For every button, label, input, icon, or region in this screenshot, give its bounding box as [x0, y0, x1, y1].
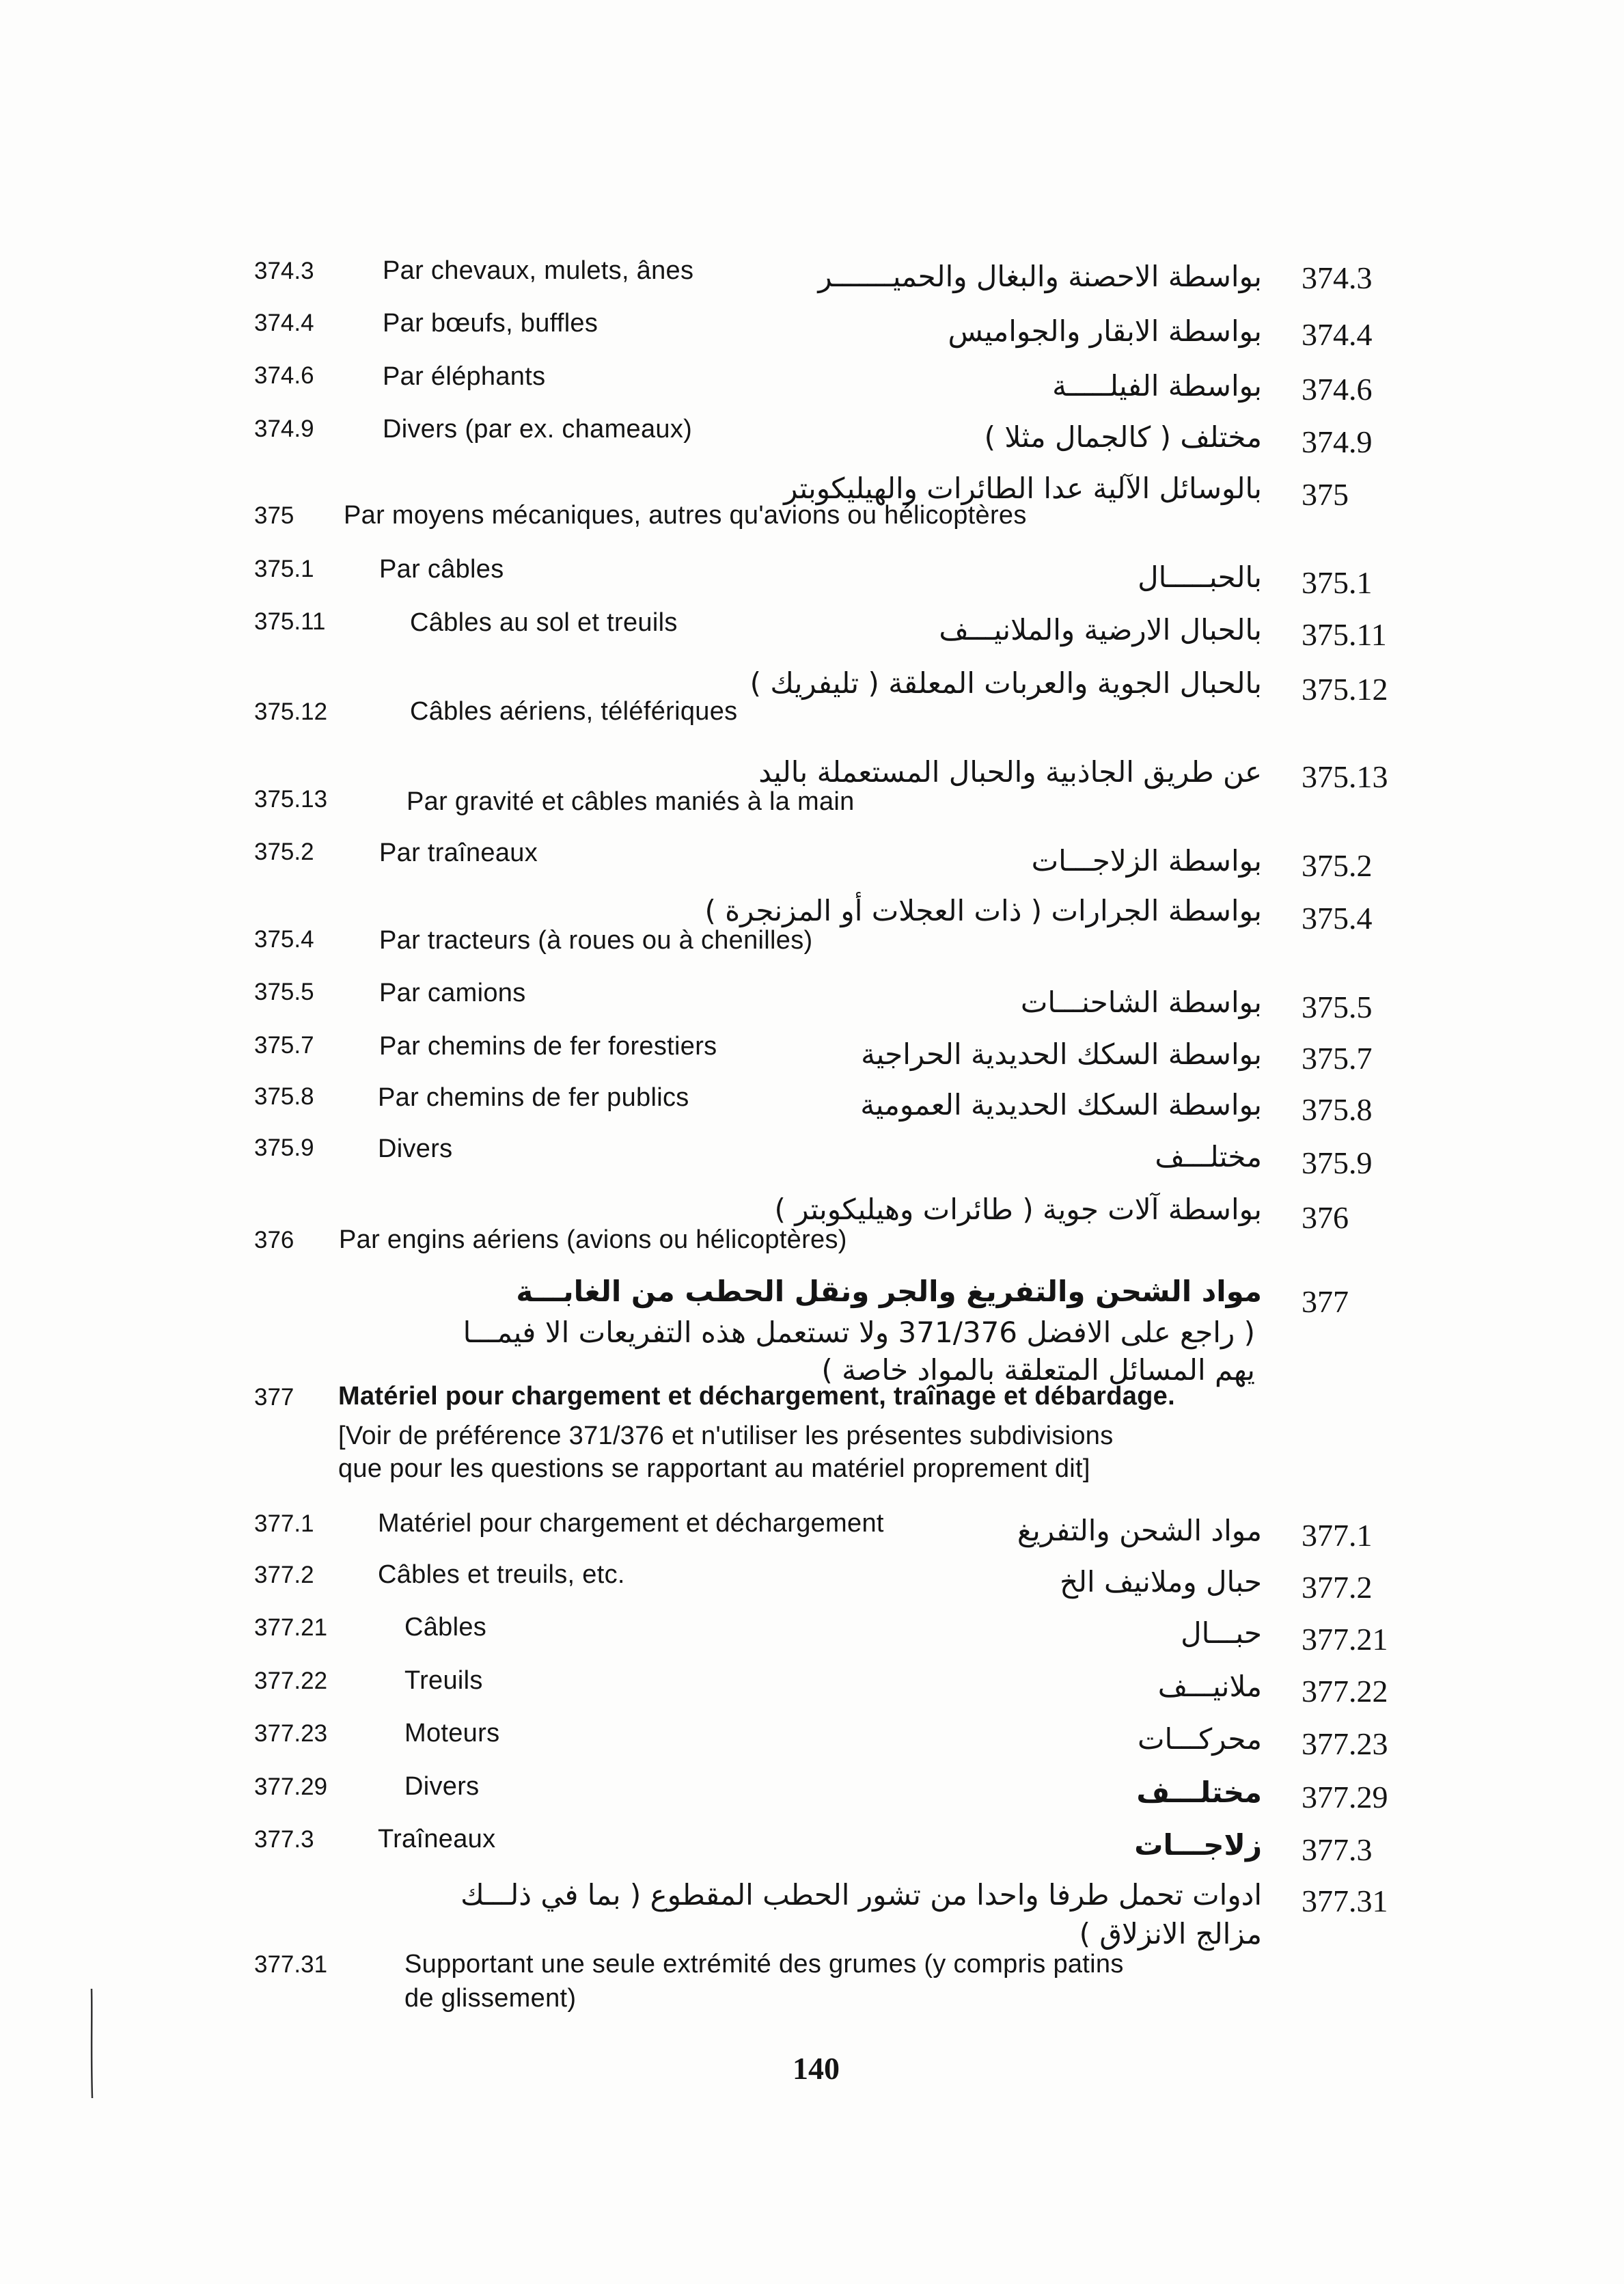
entry-number-fr: 377.2: [254, 1562, 314, 1588]
entry-label-fr: Treuils: [404, 1666, 483, 1695]
entry-number-ar: 377.31: [1302, 1884, 1388, 1918]
entry-number-ar: 376: [1302, 1200, 1349, 1235]
entry-number-ar: 375.9: [1302, 1145, 1373, 1180]
entry-number-ar: 377.1: [1302, 1518, 1373, 1553]
entry-number-ar: 377: [1302, 1284, 1349, 1319]
entry-label-fr: Moteurs: [404, 1719, 500, 1748]
entry-number-fr: 377.23: [254, 1720, 328, 1747]
entry-label-ar: ادوات تحمل طرفا واحدا من تشور الحطب المقطوع ( بما في ذلـــك: [460, 1878, 1262, 1912]
entry-label-ar: بواسطة السكك الحديدية الحراجية: [861, 1037, 1262, 1071]
entry-label-ar: بواسطة الابقار والجواميس: [948, 314, 1262, 348]
entry-label-fr: Matériel pour chargement et déchargement, traînage et débardage.: [338, 1382, 1175, 1411]
entry-number-ar: 375.2: [1302, 848, 1373, 883]
entry-label-fr: Matériel pour chargement et déchargement: [378, 1509, 884, 1538]
entry-number-fr: 377.1: [254, 1510, 314, 1537]
entry-number-fr: 375.1: [254, 556, 314, 582]
entry-number-fr: 375.11: [254, 608, 326, 635]
entry-number-ar: 377.2: [1302, 1570, 1373, 1605]
entry-label-ar: مواد الشحن والتفريغ: [1017, 1514, 1262, 1547]
entry-number-fr: 374.4: [254, 310, 314, 336]
entry-label-ar: حبـــال: [1181, 1616, 1262, 1650]
entry-number-ar: 375.8: [1302, 1092, 1373, 1127]
entry-number-fr: 375.2: [254, 839, 314, 865]
entry-number-fr: 376: [254, 1227, 294, 1253]
entry-note-fr-line2: que pour les questions se rapportant au matériel proprement dit]: [338, 1454, 1090, 1483]
entry-label-ar: حبال وملانيف الخ: [1060, 1565, 1262, 1599]
entry-label-ar: زلاجـــات: [1134, 1828, 1262, 1862]
entry-number-ar: 377.21: [1302, 1622, 1388, 1657]
entry-label-ar: بواسطة آلات جوية ( طائرات وهيليكوبتر ): [774, 1193, 1262, 1226]
entry-number-ar: 374.4: [1302, 317, 1373, 352]
entry-number-ar: 375.12: [1302, 672, 1388, 707]
entry-label-ar: بواسطة الشاحنـــات: [1020, 985, 1262, 1019]
entry-number-ar: 377.23: [1302, 1726, 1388, 1761]
entry-number-ar: 375.5: [1302, 990, 1373, 1024]
entry-label-fr: Traîneaux: [378, 1825, 496, 1853]
entry-number-ar: 374.3: [1302, 260, 1373, 295]
entry-label-ar-line2: مزالج الانزلاق ): [1079, 1917, 1262, 1950]
entry-number-ar: 374.6: [1302, 372, 1373, 407]
entry-label-ar: بالوسائل الآلية عدا الطائرات والهيليكوبتر: [784, 472, 1262, 505]
entry-number-fr: 377.21: [254, 1614, 328, 1641]
entry-number-fr: 377.29: [254, 1773, 328, 1800]
entry-label-fr: Divers (par ex. chameaux): [383, 415, 693, 444]
entry-note-ar-line1: ( راجع على الافضل 371/376 ولا تستعمل هذه التفريعات الا فيمـــا: [463, 1316, 1255, 1349]
entry-label-fr: Par traîneaux: [379, 839, 538, 867]
entry-note-ar-line2: يهم المسائل المتعلقة بالمواد خاصة ): [821, 1353, 1255, 1387]
entry-label-fr-line2: de glissement): [404, 1984, 577, 2013]
entry-number-fr: 375.13: [254, 786, 328, 813]
entry-number-ar: 374.9: [1302, 424, 1373, 459]
entry-number-fr: 374.6: [254, 362, 314, 389]
entry-label-ar: عن طريق الجاذبية والحبال المستعملة باليد: [758, 755, 1262, 789]
entry-number-fr: 375.9: [254, 1134, 314, 1161]
entry-label-fr: Par éléphants: [383, 362, 546, 391]
entry-label-fr: Câbles: [404, 1613, 487, 1642]
entry-number-fr: 375.5: [254, 979, 314, 1005]
entry-label-ar: بواسطة الجرارات ( ذات العجلات أو المزنجرة ): [704, 894, 1262, 927]
entry-label-ar: مختلف ( كالجمال مثلا ): [984, 420, 1262, 454]
entry-label-fr: Par gravité et câbles maniés à la main: [407, 787, 855, 816]
entry-note-fr-line1: [Voir de préférence 371/376 et n'utiliser les présentes subdivisions: [338, 1422, 1114, 1450]
entry-number-fr: 377: [254, 1384, 294, 1411]
entry-number-ar: 375.1: [1302, 565, 1373, 600]
entry-label-ar: مواد الشحن والتفريغ والجر ونقل الحطب من الغابـــة: [516, 1275, 1262, 1308]
entry-label-ar: بالحبال الجوية والعربات المعلقة ( تليفريك ): [749, 666, 1262, 700]
entry-label-fr: Câbles aériens, téléfériques: [410, 697, 738, 726]
entry-label-ar: بالحبال الارضية والملانيـــف: [939, 613, 1262, 647]
entry-number-ar: 377.29: [1302, 1780, 1388, 1814]
page-number: 140: [793, 2051, 840, 2086]
entry-number-ar: 377.3: [1302, 1832, 1373, 1867]
entry-number-fr: 377.3: [254, 1826, 314, 1853]
entry-label-fr: Câbles et treuils, etc.: [378, 1560, 625, 1589]
entry-number-fr: 377.31: [254, 1951, 328, 1978]
entry-label-ar: مختلـــف: [1155, 1140, 1262, 1173]
entry-number-fr: 375.12: [254, 698, 328, 725]
entry-label-fr: Par tracteurs (à roues ou à chenilles): [379, 926, 813, 955]
entry-label-ar: بواسطة الزلاجـــات: [1031, 844, 1262, 878]
entry-label-ar: بواسطة الاحصنة والبغال والحميـــــــر: [818, 260, 1262, 293]
entry-number-fr: 374.3: [254, 258, 314, 284]
entry-number-ar: 377.22: [1302, 1674, 1388, 1709]
entry-number-fr: 375.7: [254, 1032, 314, 1059]
entry-label-ar: بالحبـــــال: [1138, 560, 1262, 594]
entry-label-fr: Supportant une seule extrémité des grumes (y compris patins: [404, 1950, 1124, 1979]
entry-number-ar: 375: [1302, 477, 1349, 512]
entry-number-fr: 374.9: [254, 416, 314, 442]
entry-label-fr: Par bœufs, buffles: [383, 309, 598, 338]
entry-label-fr: Par engins aériens (avions ou hélicoptères): [339, 1225, 847, 1254]
entry-number-fr: 377.22: [254, 1668, 328, 1694]
entry-number-ar: 375.7: [1302, 1041, 1373, 1076]
entry-number-ar: 375.13: [1302, 759, 1388, 794]
entry-number-fr: 375: [254, 502, 294, 529]
entry-label-ar: مختلـــف: [1136, 1776, 1262, 1809]
entry-label-ar: بواسطة السكك الحديدية العمومية: [860, 1088, 1262, 1121]
entry-label-fr: Divers: [378, 1134, 453, 1163]
entry-label-fr: Par chemins de fer forestiers: [379, 1032, 717, 1061]
entry-label-fr: Par moyens mécaniques, autres qu'avions ou hélicoptères: [344, 501, 1027, 530]
entry-label-ar: محركـــات: [1137, 1722, 1262, 1756]
margin-pen-mark: [90, 1989, 94, 2098]
entry-number-ar: 375.4: [1302, 901, 1373, 936]
entry-label-fr: Câbles au sol et treuils: [410, 608, 678, 637]
entry-label-fr: Par chevaux, mulets, ânes: [383, 256, 694, 285]
entry-label-ar: بواسطة الفيلـــــة: [1052, 369, 1262, 403]
entry-label-fr: Par chemins de fer publics: [378, 1083, 689, 1112]
entry-label-ar: ملانيـــف: [1157, 1670, 1262, 1703]
entry-label-fr: Par camions: [379, 979, 526, 1007]
entry-label-fr: Divers: [404, 1772, 480, 1801]
entry-number-fr: 375.8: [254, 1083, 314, 1110]
entry-label-fr: Par câbles: [379, 555, 504, 584]
entry-number-fr: 375.4: [254, 926, 314, 953]
entry-number-ar: 375.11: [1302, 617, 1387, 652]
